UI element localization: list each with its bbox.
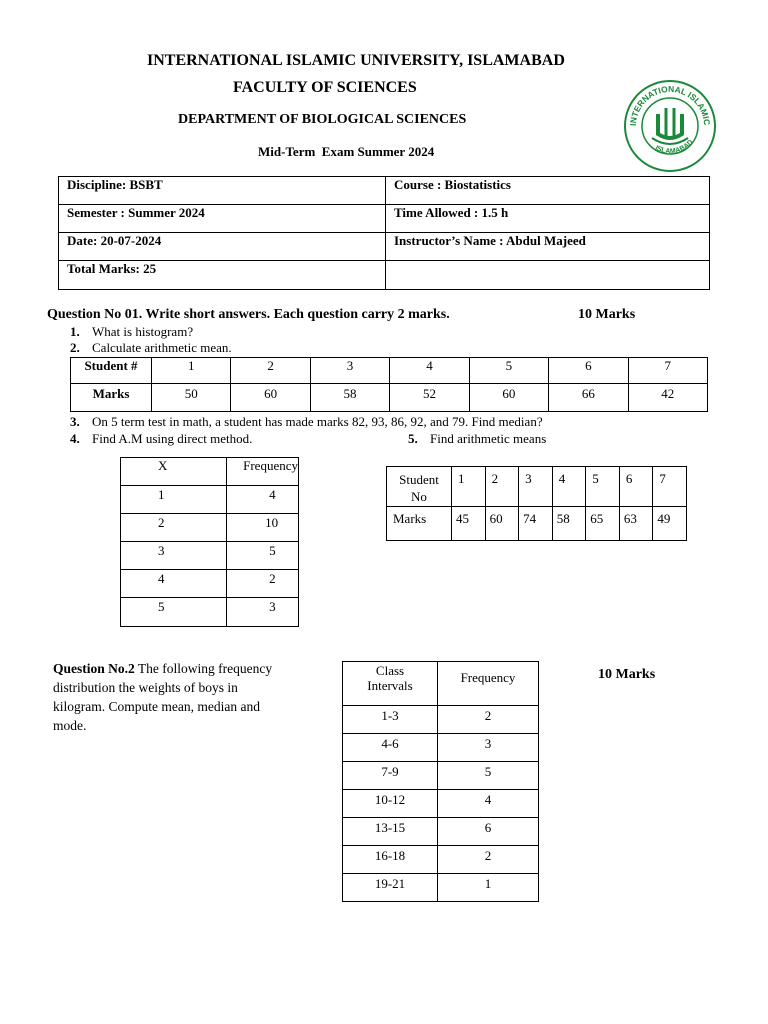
table-cell: 5	[586, 467, 620, 507]
table-cell: 7-9	[343, 762, 438, 790]
table-cell: 49	[653, 507, 687, 541]
table-cell: 13-15	[343, 818, 438, 846]
q1-item-5	[408, 431, 546, 447]
table-cell: 7	[628, 358, 707, 384]
table-cell: 2	[485, 467, 519, 507]
exam-title: Mid-Term Exam Summer 2024	[258, 144, 435, 159]
exam-info-table	[58, 176, 710, 290]
table-cell: 60	[231, 384, 310, 412]
table-cell: 6	[549, 358, 628, 384]
item-text: Find A.M using direct method.	[92, 431, 253, 446]
discipline-cell: Discipline: BSBT	[59, 177, 386, 205]
faculty-title: FACULTY OF SCIENCES	[233, 79, 417, 96]
table-cell: 74	[519, 507, 553, 541]
q1-title: Question No 01. Write short answers. Each question carry 2 marks.	[47, 307, 450, 322]
table-cell: 1-3	[343, 706, 438, 734]
table-header	[343, 662, 438, 706]
empty-cell	[386, 261, 710, 290]
table-cell: 45	[452, 507, 486, 541]
item-text: Find arithmetic means	[430, 431, 547, 446]
table-cell: 16-18	[343, 846, 438, 874]
table-cell: 2	[121, 514, 227, 542]
q2-marks: 10 Marks	[598, 667, 656, 682]
q1-item-2	[70, 340, 232, 356]
department-title: DEPARTMENT OF BIOLOGICAL SCIENCES	[178, 112, 467, 127]
item-number: 1.	[70, 324, 80, 339]
table-cell: 5	[438, 762, 539, 790]
logo-ring-top: INTERNATIONAL ISLAMIC	[627, 83, 713, 127]
q1-item-4	[70, 431, 252, 447]
item-number: 3.	[70, 414, 80, 429]
table-cell: 2	[227, 570, 299, 598]
table-cell: 58	[310, 384, 389, 412]
item-text: Calculate arithmetic mean.	[92, 340, 232, 355]
table-cell: 1	[152, 358, 231, 384]
table-cell: 2	[231, 358, 310, 384]
instructor-cell: Instructor’s Name : Abdul Majeed	[386, 233, 710, 261]
table-cell: 4	[438, 790, 539, 818]
table-cell: 10	[227, 514, 299, 542]
student-marks-table	[70, 357, 708, 412]
table-cell: 3	[519, 467, 553, 507]
table-cell: 4	[552, 467, 586, 507]
table-cell: 3	[227, 598, 299, 627]
table-cell: 5	[121, 598, 227, 627]
table-cell: 66	[549, 384, 628, 412]
table-cell: 19-21	[343, 874, 438, 902]
q2-line4: mode.	[53, 718, 87, 733]
table-cell: 58	[552, 507, 586, 541]
table-header: Student #	[71, 358, 152, 384]
table-cell: 5	[469, 358, 548, 384]
table-cell: 65	[586, 507, 620, 541]
table-cell: 3	[121, 542, 227, 570]
university-title: INTERNATIONAL ISLAMIC UNIVERSITY, ISLAMABAD	[147, 52, 565, 69]
university-logo	[622, 78, 718, 174]
table-cell: 6	[438, 818, 539, 846]
table-cell: 1	[452, 467, 486, 507]
table-cell: 6	[619, 467, 653, 507]
table-header: Marks	[71, 384, 152, 412]
class-label: Class	[375, 663, 405, 678]
course-cell: Course : Biostatistics	[386, 177, 710, 205]
table-cell: 63	[619, 507, 653, 541]
q2-line1: The following frequency	[134, 661, 273, 676]
table-cell: 50	[152, 384, 231, 412]
item-text: On 5 term test in math, a student has made marks 82, 93, 86, 92, and 79. Find median?	[92, 414, 543, 429]
item-text: What is histogram?	[92, 324, 194, 339]
table-cell: 10-12	[343, 790, 438, 818]
table-cell: 3	[438, 734, 539, 762]
item-number: 2.	[70, 340, 80, 355]
no-label: No	[411, 489, 427, 504]
table-cell: 4	[121, 570, 227, 598]
q2-text	[53, 659, 323, 735]
date-cell: Date: 20-07-2024	[59, 233, 386, 261]
table-header: Marks	[387, 507, 452, 541]
x-frequency-table	[120, 457, 299, 627]
table-header: X	[121, 458, 227, 486]
class-interval-table	[342, 661, 539, 902]
table-cell: 2	[438, 706, 539, 734]
table-cell: 52	[390, 384, 469, 412]
q2-lead: Question No.2	[53, 661, 135, 676]
table-cell: 42	[628, 384, 707, 412]
table-cell: 2	[438, 846, 539, 874]
semester-cell: Semester : Summer 2024	[59, 205, 386, 233]
time-cell: Time Allowed : 1.5 h	[386, 205, 710, 233]
q1-item-3	[70, 414, 543, 430]
total-marks-cell: Total Marks: 25	[59, 261, 386, 290]
table-cell: 60	[485, 507, 519, 541]
table-header	[387, 467, 452, 507]
table-header: Frequency	[227, 458, 299, 486]
table-header: Frequency	[438, 662, 539, 706]
q2-line2: distribution the weights of boys in	[53, 680, 238, 695]
logo-ring-bottom: ISLAMABAD	[653, 138, 695, 156]
q1-item-1	[70, 324, 193, 340]
table-cell: 7	[653, 467, 687, 507]
intervals-label: Intervals	[367, 678, 413, 693]
table-cell: 4-6	[343, 734, 438, 762]
table-cell: 3	[310, 358, 389, 384]
item-number: 4.	[70, 431, 80, 446]
table-cell: 1	[121, 486, 227, 514]
table-cell: 1	[438, 874, 539, 902]
item-number: 5.	[408, 431, 418, 446]
table-cell: 60	[469, 384, 548, 412]
q1-marks: 10 Marks	[578, 307, 636, 322]
student-no-marks-table	[386, 466, 687, 541]
q2-line3: kilogram. Compute mean, median and	[53, 699, 260, 714]
table-cell: 4	[390, 358, 469, 384]
table-cell: 5	[227, 542, 299, 570]
student-label: Student	[399, 472, 439, 487]
table-cell: 4	[227, 486, 299, 514]
